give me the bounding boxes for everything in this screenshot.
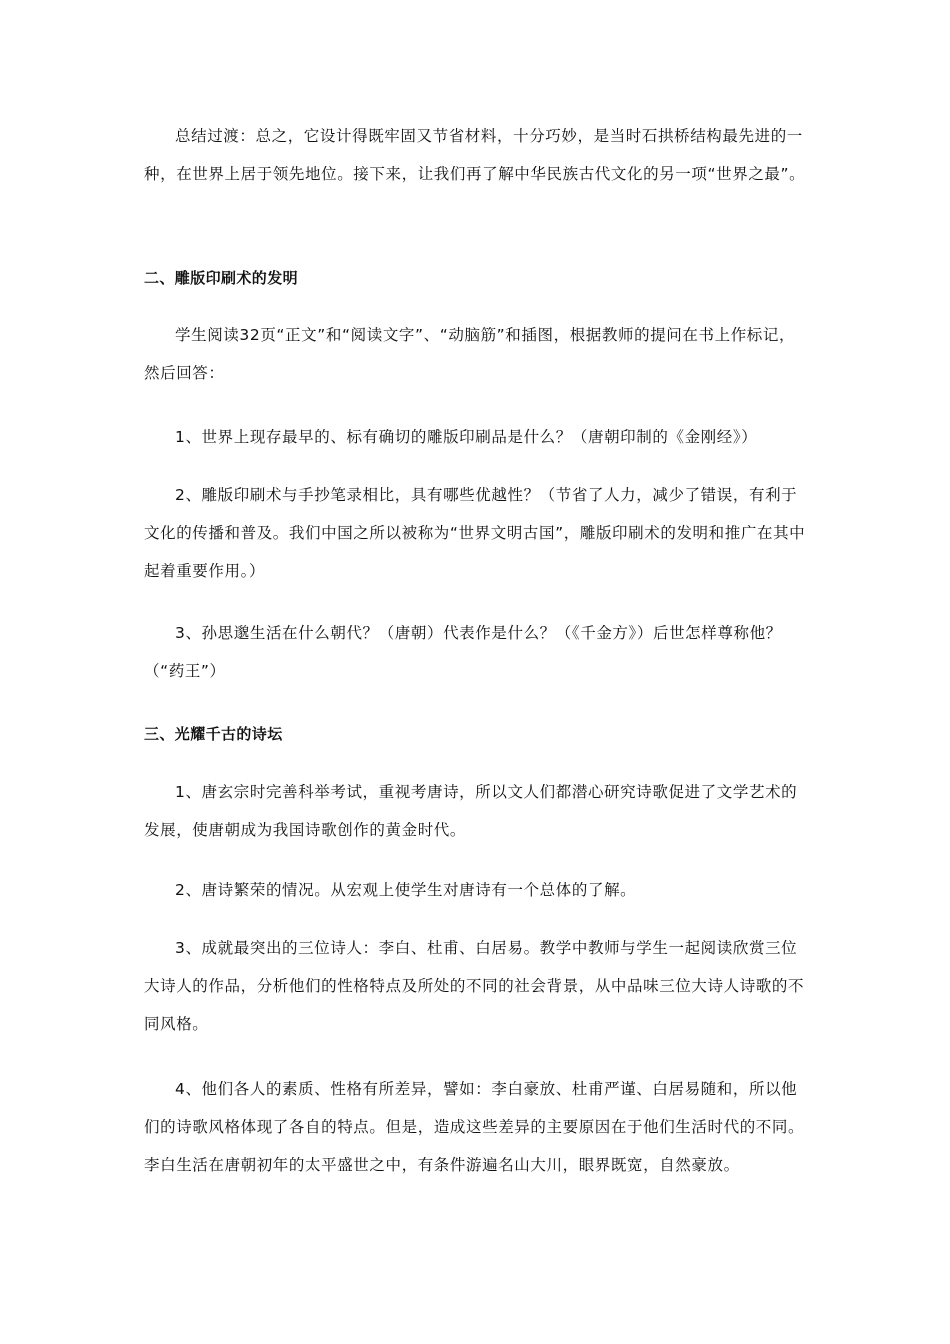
point-1-text: 1、唐玄宗时完善科举考试，重视考唐诗，所以文人们都潜心研究诗歌促进了文学艺术的发展，使唐朝成为我国诗歌创作的黄金时代。 [144,783,798,839]
section-2-question-1 [144,418,810,456]
section-2-intro-text: 学生阅读32页“正文”和“阅读文字”、“动脑筋”和插图，根据教师的提问在书上作标记，然后回答： [144,326,796,382]
question-2-text: 2、雕版印刷术与手抄笔录相比，具有哪些优越性？（节省了人力，减少了错误，有利于文化的传播和普及。我们中国之所以被称为“世界文明古国”，雕版印刷术的发明和推广在其中起着重要作用。） [144,486,806,580]
section-3-heading: 三、光耀千古的诗坛 [144,725,283,743]
section-2-question-2 [144,476,810,590]
section-2-question-3 [144,614,810,690]
summary-paragraph [144,117,810,193]
point-2-text: 2、唐诗繁荣的情况。从宏观上使学生对唐诗有一个总体的了解。 [175,881,637,899]
question-3-text: 3、孙思邈生活在什么朝代？（唐朝）代表作是什么？（《千金方》）后世怎样尊称他？（“药王”） [144,624,782,680]
point-3-text: 3、成就最突出的三位诗人：李白、杜甫、白居易。教学中教师与学生一起阅读欣赏三位大诗人的作品，分析他们的性格特点及所处的不同的社会背景，从中品味三位大诗人诗歌的不同风格。 [144,939,805,1033]
summary-text: 总结过渡：总之，它设计得既牢固又节省材料，十分巧妙，是当时石拱桥结构最先进的一种，在世界上居于领先地位。接下来，让我们再了解中华民族古代文化的另一项“世界之最”。 [144,127,806,183]
section-3-point-2 [144,871,810,909]
section-3-point-3 [144,929,810,1043]
section-3-point-1 [144,773,810,849]
section-2-heading: 二、雕版印刷术的发明 [144,269,299,287]
section-2-intro [144,316,810,392]
section-3-point-4 [144,1070,810,1184]
point-4-text: 4、他们各人的素质、性格有所差异，譬如：李白豪放、杜甫严谨、白居易随和，所以他们的诗歌风格体现了各自的特点。但是，造成这些差异的主要原因在于他们生活时代的不同。李白生活在唐朝初年的太平盛世之中，有条件游遍名山大川，眼界既宽，自然豪放。 [144,1080,805,1174]
question-1-text: 1、世界上现存最早的、标有确切的雕版印刷品是什么？（唐朝印制的《金刚经》） [175,428,758,446]
